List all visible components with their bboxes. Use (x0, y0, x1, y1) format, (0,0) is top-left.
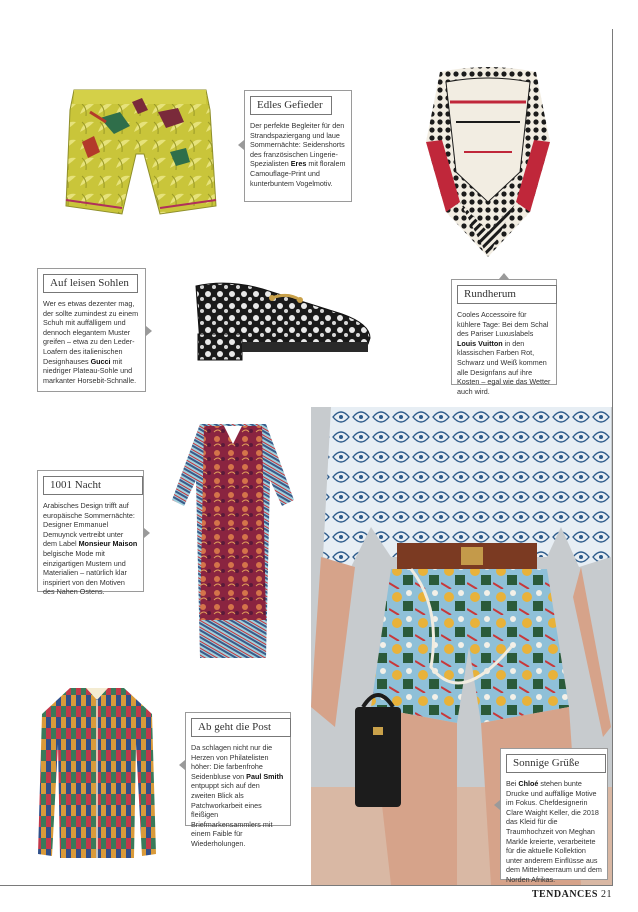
box-pointer-right (144, 528, 150, 538)
article-rundherum (451, 279, 557, 396)
article-body-text: in den klassischen Farben Rot, Schwarz und Weiß kommen alle Designfans auf ihre Kosten – egal wie das Wetter auch wird. (457, 338, 551, 396)
page-frame-bottom (0, 885, 613, 886)
article-body-text: entpuppt sich auf den zweiten Blick als Patchworkarbeit eines fleißigen Briefmarkensammlers mit einem Faible für Wiederholungen. (191, 781, 273, 848)
article-title: Ab geht die Post (191, 718, 291, 737)
article-body-bold: Monsieur Maison (78, 539, 138, 549)
article-body (43, 299, 140, 385)
article-body-text: stehen bunte Drucke und auffällige Motive im Fokus. Chefdesignerin Clare Waight Keller, die 2018 das Kleid für die Traumhochzeit von Meghan Markle kreierte, verarbeitete für die aktuelle Kollektion unter anderem Einflüsse aus dem Mittelmeerraum und dem Norden Afrikas. (506, 779, 602, 884)
article-body (191, 743, 285, 849)
article-title: Auf leisen Sohlen (43, 274, 138, 293)
stamp-blouse-image (36, 684, 158, 860)
article-body-bold: Gucci (90, 356, 111, 366)
article-ab-geht-die-post (185, 712, 291, 848)
article-body-bold: Chloé (518, 779, 539, 788)
article-body (506, 779, 602, 885)
magazine-name: TENDANCES (531, 889, 598, 900)
article-auf-leisen-sohlen (37, 268, 146, 392)
article-body-text: Da schlagen nicht nur die Herzen von Philatelisten höher: Die farbenfrohe Seidenbluse von (191, 743, 273, 781)
silk-shorts-image (60, 82, 220, 222)
scarf-image (420, 62, 556, 262)
article-body (457, 310, 551, 396)
article-body (250, 121, 346, 188)
article-body-text: Bei (506, 779, 519, 788)
article-body-text: Wer es etwas dezenter mag, der sollte zumindest zu einem Schuh mit auffälligem und dennoch elegantem Muster greifen – etwa zu den Leder-Loafern des italienischen Designhauses (43, 299, 139, 366)
article-body-text: mit floralem Camouflage-Print und kunterbuntem Vogelmotiv. (250, 159, 346, 188)
caftan-image (170, 420, 296, 660)
page-number: 21 (601, 889, 612, 900)
box-pointer-right (146, 326, 152, 336)
loafer-image (192, 278, 374, 370)
article-body-bold: Eres (290, 159, 307, 169)
article-body-bold: Louis Vuitton (457, 338, 503, 348)
article-title: Sonnige Grüße (506, 754, 606, 773)
article-1001-nacht (37, 470, 144, 597)
article-edles-gefieder (244, 90, 352, 202)
article-body-text: mit niedriger Plateau-Sohle und markanter Horsebit-Schnalle. (43, 356, 137, 385)
article-sonnige-gruesse (500, 748, 608, 884)
article-body-text: belgische Mode mit einzigartigen Mustern und Materialien – natürlich klar inspiriert von den Motiven des Nahen Ostens. (43, 548, 127, 597)
article-body (43, 501, 138, 597)
page-footer (532, 889, 612, 900)
article-body-bold: Paul Smith (246, 771, 284, 781)
article-title: Rundherum (457, 285, 557, 304)
article-body-text: Arabisches Design trifft auf europäische Sommernächte: Designer Emmanuel Demuynck vertreibt unter dem Label (43, 501, 135, 549)
article-body-text: Der perfekte Begleiter für den Strandspaziergang und laue Sommernächte: Seidenshorts des französischen Lingerie-Spezialisten (250, 121, 345, 169)
page-frame-right (612, 29, 613, 885)
article-title: Edles Gefieder (250, 96, 332, 115)
article-title: 1001 Nacht (43, 476, 143, 495)
article-body-text: Cooles Accessoire für kühlere Tage: Bei dem Schal des Pariser Luxuslabels (457, 310, 549, 339)
